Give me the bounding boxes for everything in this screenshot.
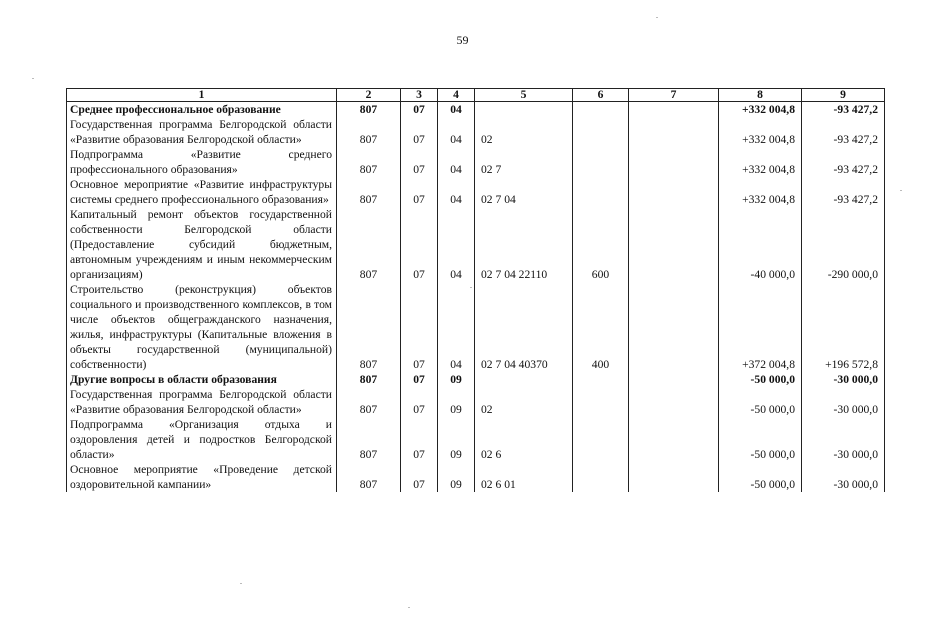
cell-expense-type: [573, 102, 629, 118]
cell-subsection: 09: [438, 387, 475, 417]
cell-target-article: 02: [475, 117, 573, 147]
cell-amount-8: -50 000,0: [719, 387, 802, 417]
cell-amount-8: -50 000,0: [719, 372, 802, 387]
cell-amount-9: +196 572,8: [802, 282, 885, 372]
cell-col7: [629, 417, 719, 462]
cell-amount-9: -93 427,2: [802, 177, 885, 207]
budget-table: [66, 88, 885, 492]
row-description: Строительство (реконструкция) объектов социального и производственного комплексов, в том числе объектов общегражданского назначения, жилья, инфраструктуры (Капитальные вложения в объекты государственной (муниципальной) собственности): [67, 282, 337, 372]
cell-amount-9: -30 000,0: [802, 417, 885, 462]
cell-amount-8: -50 000,0: [719, 462, 802, 492]
column-header: 4: [438, 89, 475, 102]
table-row: [67, 177, 885, 207]
cell-target-article: 02 7 04 40370: [475, 282, 573, 372]
cell-col7: [629, 282, 719, 372]
row-description: Основное мероприятие «Развитие инфраструктуры системы среднего профессионального образования»: [67, 177, 337, 207]
cell-amount-8: +332 004,8: [719, 117, 802, 147]
cell-target-article: 02 7: [475, 147, 573, 177]
table-header-row: [67, 89, 885, 102]
cell-ministry: 807: [337, 207, 401, 282]
cell-amount-9: -290 000,0: [802, 207, 885, 282]
table-row: [67, 147, 885, 177]
table-row: [67, 462, 885, 492]
cell-subsection: 09: [438, 462, 475, 492]
cell-ministry: 807: [337, 102, 401, 118]
cell-subsection: 04: [438, 102, 475, 118]
cell-section: 07: [401, 372, 438, 387]
cell-col7: [629, 147, 719, 177]
table-row-section: [67, 102, 885, 118]
row-description: Подпрограмма «Организация отдыха и оздоровления детей и подростков Белгородской области»: [67, 417, 337, 462]
table-row: [67, 387, 885, 417]
cell-expense-type: [573, 147, 629, 177]
cell-subsection: 09: [438, 417, 475, 462]
table-row: [67, 117, 885, 147]
cell-amount-9: -93 427,2: [802, 147, 885, 177]
cell-expense-type: 400: [573, 282, 629, 372]
cell-amount-9: -93 427,2: [802, 117, 885, 147]
table-row: [67, 282, 885, 372]
cell-ministry: 807: [337, 147, 401, 177]
cell-amount-9: -30 000,0: [802, 372, 885, 387]
cell-ministry: 807: [337, 417, 401, 462]
cell-subsection: 04: [438, 282, 475, 372]
cell-ministry: 807: [337, 117, 401, 147]
scan-speck: [240, 583, 242, 584]
column-header: 2: [337, 89, 401, 102]
column-header: 1: [67, 89, 337, 102]
column-header: 6: [573, 89, 629, 102]
cell-target-article: 02 7 04 22110: [475, 207, 573, 282]
cell-expense-type: [573, 372, 629, 387]
cell-col7: [629, 117, 719, 147]
column-header: 5: [475, 89, 573, 102]
cell-subsection: 04: [438, 177, 475, 207]
cell-section: 07: [401, 147, 438, 177]
scan-speck: [900, 190, 902, 191]
cell-section: 07: [401, 282, 438, 372]
column-header: 7: [629, 89, 719, 102]
table-row-section: [67, 372, 885, 387]
cell-amount-9: -30 000,0: [802, 462, 885, 492]
cell-col7: [629, 372, 719, 387]
cell-section: 07: [401, 462, 438, 492]
cell-subsection: 04: [438, 147, 475, 177]
cell-amount-8: +332 004,8: [719, 102, 802, 118]
cell-ministry: 807: [337, 387, 401, 417]
cell-target-article: [475, 372, 573, 387]
row-description: Государственная программа Белгородской области «Развитие образования Белгородской области»: [67, 387, 337, 417]
cell-expense-type: [573, 387, 629, 417]
cell-ministry: 807: [337, 282, 401, 372]
row-description: Другие вопросы в области образования: [67, 372, 337, 387]
cell-section: 07: [401, 102, 438, 118]
cell-section: 07: [401, 417, 438, 462]
cell-target-article: 02: [475, 387, 573, 417]
table-row: [67, 417, 885, 462]
row-description: Основное мероприятие «Проведение детской оздоровительной кампании»: [67, 462, 337, 492]
cell-amount-8: +332 004,8: [719, 147, 802, 177]
cell-target-article: 02 6 01: [475, 462, 573, 492]
column-header: 9: [802, 89, 885, 102]
scan-speck: [32, 78, 34, 79]
column-header: 3: [401, 89, 438, 102]
cell-col7: [629, 207, 719, 282]
cell-subsection: 04: [438, 117, 475, 147]
cell-target-article: 02 7 04: [475, 177, 573, 207]
row-description: Государственная программа Белгородской области «Развитие образования Белгородской области»: [67, 117, 337, 147]
cell-expense-type: [573, 417, 629, 462]
cell-expense-type: [573, 177, 629, 207]
scan-speck: [656, 17, 658, 18]
table-row: [67, 207, 885, 282]
cell-amount-9: -93 427,2: [802, 102, 885, 118]
cell-section: 07: [401, 177, 438, 207]
row-description: Среднее профессиональное образование: [67, 102, 337, 118]
cell-col7: [629, 462, 719, 492]
cell-amount-8: +332 004,8: [719, 177, 802, 207]
cell-ministry: 807: [337, 372, 401, 387]
cell-ministry: 807: [337, 177, 401, 207]
cell-section: 07: [401, 207, 438, 282]
cell-ministry: 807: [337, 462, 401, 492]
cell-expense-type: [573, 462, 629, 492]
cell-target-article: 02 6: [475, 417, 573, 462]
cell-col7: [629, 177, 719, 207]
cell-amount-8: -40 000,0: [719, 207, 802, 282]
cell-amount-8: -50 000,0: [719, 417, 802, 462]
cell-section: 07: [401, 117, 438, 147]
row-description: Подпрограмма «Развитие среднего профессионального образования»: [67, 147, 337, 177]
cell-section: 07: [401, 387, 438, 417]
cell-expense-type: [573, 117, 629, 147]
cell-col7: [629, 102, 719, 118]
cell-amount-9: -30 000,0: [802, 387, 885, 417]
cell-subsection: 09: [438, 372, 475, 387]
cell-expense-type: 600: [573, 207, 629, 282]
cell-amount-8: +372 004,8: [719, 282, 802, 372]
page-number: 59: [456, 33, 469, 47]
row-description: Капитальный ремонт объектов государственной собственности Белгородской области (Предоставление субсидий бюджетным, автономным учреждениям и иным некоммерческим организациям): [67, 207, 337, 282]
cell-target-article: [475, 102, 573, 118]
cell-subsection: 04: [438, 207, 475, 282]
scan-speck: [408, 607, 410, 608]
cell-col7: [629, 387, 719, 417]
column-header: 8: [719, 89, 802, 102]
